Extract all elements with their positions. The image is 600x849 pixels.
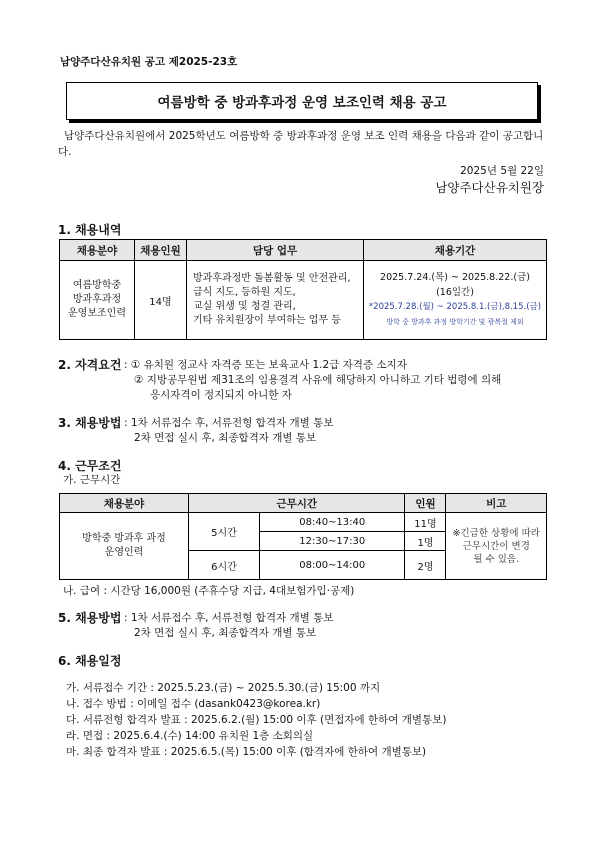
field-line: 방과후과정 — [72, 294, 122, 305]
method2-line-2: 2차 면접 실시 후, 최종합격자 개별 통보 — [134, 627, 317, 639]
work-hours-subtitle: 가. 근무시간 — [63, 474, 121, 486]
duty-line: 급식 지도, 등하원 지도, — [193, 287, 296, 298]
method-line-2: 2차 면접 실시 후, 최종합격자 개별 통보 — [134, 432, 317, 444]
page-title: 여름방학 중 방과후과정 운영 보조인력 채용 공고 — [157, 95, 447, 111]
duty-line: 방과후과정반 돌봄활동 및 안전관리, — [193, 273, 351, 284]
time-slot-3: 08:00~14:00 — [260, 551, 405, 580]
notice-number: 남양주다산유치원 공고 제2025-23호 — [60, 56, 238, 68]
schedule-item: 마. 최종 합격자 발표 : 2025.6.5.(목) 15:00 이후 (합격자에 한하여 개별통보) — [66, 746, 427, 758]
schedule-item: 나. 접수 방법 : 이메일 접수 (dasank0423@korea.kr) — [66, 698, 321, 710]
schedule-item: 라. 면접 : 2025.6.4.(수) 14:00 유치원 1층 소회의실 — [66, 730, 314, 742]
remark-line: 근무시간이 변경 — [462, 540, 530, 552]
remark-cell — [446, 513, 547, 580]
field-line: 여름방학중 — [72, 280, 122, 291]
method-line-1: : 1차 서류접수 후, 서류전형 합격자 개별 통보 — [124, 417, 334, 429]
count-cell: 14명 — [135, 261, 187, 340]
work-field-line: 방학중 방과후 과정 — [82, 533, 166, 544]
schedule-item: 가. 서류접수 기간 : 2025.5.23.(금) ~ 2025.5.30.(금) 15:00 까지 — [66, 682, 381, 694]
section3-title: 3. 채용방법 — [58, 416, 122, 430]
schedule-item: 다. 서류전형 합격자 발표 : 2025.6.2.(월) 15:00 이후 (면접자에 한하여 개별통보) — [66, 714, 447, 726]
period-note: 방학 중 방과후 과정 방학기간 및 광복절 제외 — [386, 318, 524, 326]
recruitment-table — [59, 239, 547, 340]
intro-text: 남양주다산유치원에서 2025학년도 여름방학 중 방과후과정 운영 보조 인력 채용을 다음과 같이 공고합니다. — [58, 130, 544, 158]
header-hours: 근무시간 — [189, 494, 405, 513]
period-cell — [364, 261, 547, 340]
time-slot-1: 08:40~13:40 — [260, 513, 405, 532]
section5-title: 5. 채용방법 — [58, 611, 122, 625]
title-box — [66, 82, 538, 120]
count-1: 11명 — [405, 513, 446, 532]
notice-date: 2025년 5월 22일 — [460, 165, 544, 177]
work-field-cell — [60, 513, 189, 580]
method2-line-1: : 1차 서류접수 후, 서류전형 합격자 개별 통보 — [124, 612, 334, 624]
qualification-1: : ① 유치원 정교사 자격증 또는 보육교사 1.2급 자격증 소지자 — [124, 359, 407, 371]
field-cell — [60, 261, 135, 340]
duty-line: 기타 유치원장이 부여하는 업무 등 — [193, 315, 341, 326]
count-3: 2명 — [405, 551, 446, 580]
header-field: 채용분야 — [60, 240, 135, 261]
salary-line: 나. 급여 : 시간당 16,000원 (주휴수당 지급, 4대보험가입·공제) — [63, 585, 355, 597]
qualification-2-cont: 응시자격이 정지되지 아니한 자 — [150, 389, 292, 401]
issuer-name: 남양주다산유치원장 — [435, 180, 544, 195]
remark-line: 될 수 있음. — [473, 553, 520, 565]
header-count: 채용인원 — [135, 240, 187, 261]
field-line: 운영보조인력 — [68, 308, 126, 319]
time-slot-2: 12:30~17:30 — [260, 532, 405, 551]
type-6h: 6시간 — [189, 551, 260, 580]
header-duty: 담당 업무 — [187, 240, 364, 261]
header-headcount: 인원 — [405, 494, 446, 513]
type-5h: 5시간 — [189, 513, 260, 551]
remark-line: ※긴급한 상황에 따라 — [452, 527, 540, 539]
work-field-line: 운영인력 — [104, 547, 144, 558]
header-field: 채용분야 — [60, 494, 189, 513]
header-period: 채용기간 — [364, 240, 547, 261]
duty-cell — [187, 261, 364, 340]
section6-title: 6. 채용일정 — [58, 654, 122, 668]
header-remark: 비고 — [446, 494, 547, 513]
section1-title: 1. 채용내역 — [58, 223, 122, 237]
period-main: 2025.7.24.(목) ~ 2025.8.22.(금) — [380, 272, 530, 283]
duty-line: 교실 위생 및 청결 관리, — [193, 301, 296, 312]
qualification-2: ② 지방공무원법 제31조의 임용결격 사유에 해당하지 아니하고 기타 법령에 의해 — [134, 374, 502, 386]
count-2: 1명 — [405, 532, 446, 551]
period-exclude: *2025.7.28.(월) ~ 2025.8.1.(금),8.15.(금) — [368, 302, 542, 312]
period-days: (16일간) — [436, 287, 474, 298]
section4-title: 4. 근무조건 — [58, 459, 122, 473]
section2-title: 2. 자격요건 — [58, 358, 122, 372]
work-hours-table — [59, 493, 547, 580]
